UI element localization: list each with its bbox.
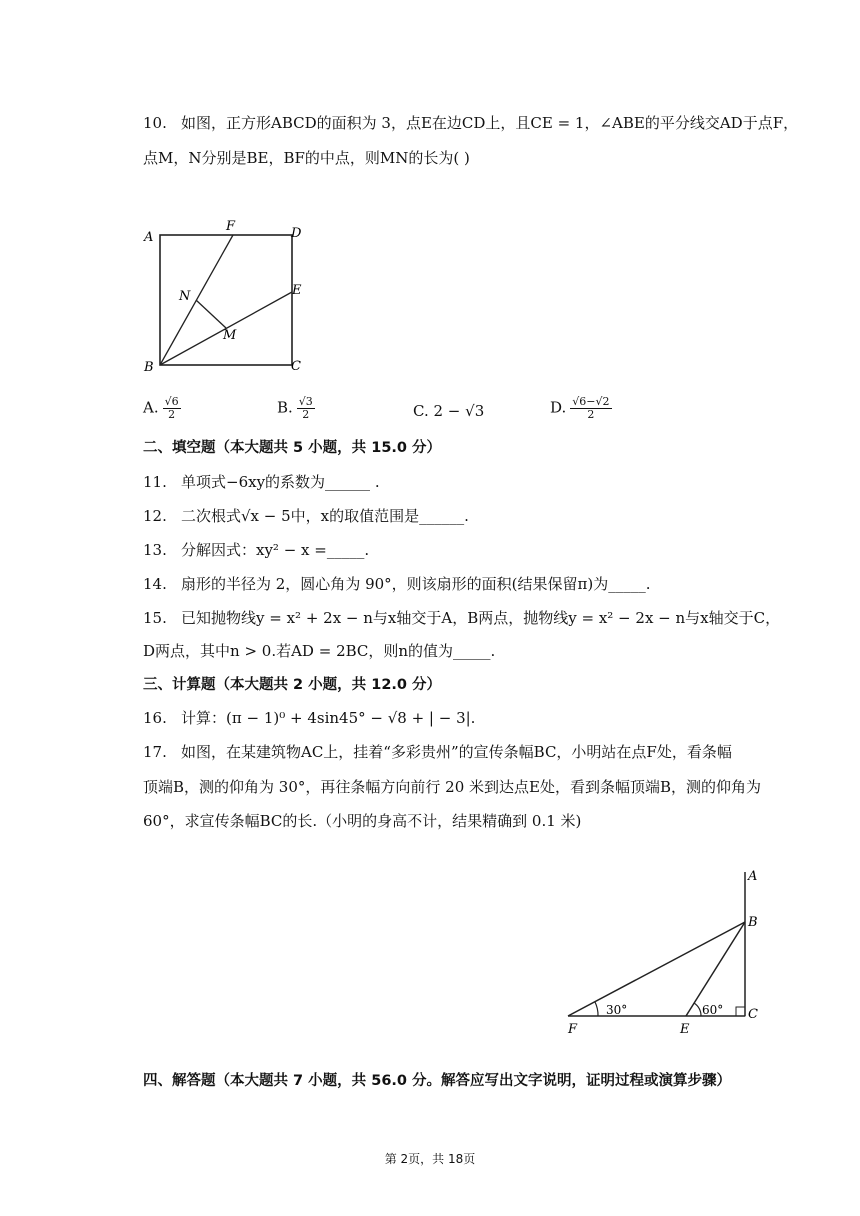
- q10-number: 10.: [143, 114, 167, 132]
- label-n: N: [179, 289, 191, 304]
- option-d-letter: D.: [550, 398, 567, 417]
- option-c-letter: C.: [413, 402, 429, 420]
- q14-number: 14.: [143, 575, 167, 593]
- q15-text-line1: 已知抛物线y = x² + 2x − n与x轴交于A，B两点，抛物线y = x² − 2x − n与x轴交于C，: [181, 609, 781, 627]
- right-angle-mark: [736, 1007, 745, 1016]
- q16-number: 16.: [143, 709, 167, 727]
- angle-30-label: 30°: [606, 1003, 628, 1017]
- option-b-fraction: [297, 396, 315, 421]
- q10-line1: [143, 112, 798, 134]
- option-b-letter: B.: [277, 398, 293, 417]
- label-c: C: [748, 1007, 758, 1022]
- q11-text: 单项式−6xy的系数为______ .: [181, 473, 380, 491]
- q15-line2: D两点，其中n > 0.若AD = 2BC，则n的值为_____.: [143, 642, 496, 660]
- q17-line2: 顶端B，测的仰角为 30°，再往条幅方向前行 20 米到达点E处，看到条幅顶端B，测的仰角为: [143, 778, 761, 796]
- q11: [143, 471, 380, 493]
- q15-line1: [143, 607, 780, 629]
- option-a-fraction: [163, 396, 181, 421]
- option-b-den: 2: [302, 408, 310, 421]
- q13-text: 分解因式：xy² − x =_____.: [181, 541, 370, 559]
- angle-arc-30: [595, 1002, 598, 1016]
- q16-text: 计算：(π − 1)⁰ + 4sin45° − √8 + | − 3|.: [181, 709, 476, 727]
- label-a: A: [144, 230, 154, 245]
- page-footer: 第 2页，共 18页: [384, 1152, 476, 1166]
- section4-heading: 四、解答题（本大题共 7 小题，共 56.0 分。解答应写出文字说明，证明过程或演算步骤）: [143, 1073, 732, 1089]
- q11-number: 11.: [143, 473, 167, 491]
- option-a-den: 2: [168, 408, 176, 421]
- q16: [143, 707, 475, 729]
- option-a-letter: A.: [143, 398, 159, 417]
- q12-text: 二次根式√x − 5中，x的取值范围是______.: [181, 507, 469, 525]
- label-e: E: [680, 1022, 690, 1037]
- option-a-num: √6: [164, 395, 179, 408]
- label-d: D: [291, 226, 302, 241]
- q10-text-line1: 如图，正方形ABCD的面积为 3，点E在边CD上，且CE = 1，∠ABE的平分线交AD于点F，: [181, 114, 799, 132]
- label-f: F: [568, 1022, 578, 1037]
- q10-option-c: [413, 400, 484, 422]
- option-d-den: 2: [587, 408, 595, 421]
- option-d-fraction: [570, 396, 611, 421]
- label-m: M: [223, 328, 237, 343]
- q13: [143, 539, 369, 561]
- option-b-num: √3: [298, 395, 313, 408]
- angle-arc-60: [694, 1003, 701, 1016]
- label-b: B: [144, 360, 154, 375]
- section3-heading: 三、计算题（本大题共 2 小题，共 12.0 分）: [143, 677, 442, 693]
- q10-option-d: [550, 396, 612, 421]
- option-d-num: √6−√2: [572, 395, 610, 408]
- q12-number: 12.: [143, 507, 167, 525]
- option-c-text: 2 − √3: [433, 402, 485, 420]
- q15-number: 15.: [143, 609, 167, 627]
- q13-number: 13.: [143, 541, 167, 559]
- q17-line1: [143, 741, 732, 763]
- line-eb: [686, 922, 745, 1016]
- q10-line2: 点M，N分别是BE，BF的中点，则MN的长为( ): [143, 149, 470, 167]
- q10-option-b: [277, 396, 315, 421]
- q10-option-a: [143, 396, 181, 421]
- q17-number: 17.: [143, 743, 167, 761]
- q17-text-line1: 如图，在某建筑物AC上，挂着“多彩贵州”的宣传条幅BC，小明站在点F处，看条幅: [181, 743, 732, 761]
- label-b: B: [748, 915, 758, 930]
- label-f: F: [226, 219, 236, 234]
- label-c: C: [291, 359, 301, 374]
- section2-heading: 二、填空题（本大题共 5 小题，共 15.0 分）: [143, 440, 442, 456]
- q14: [143, 573, 651, 595]
- line-fb: [568, 922, 745, 1016]
- q12: [143, 505, 469, 527]
- segment-mn: [196, 300, 226, 328]
- label-a: A: [748, 869, 758, 884]
- angle-60-label: 60°: [702, 1003, 724, 1017]
- q10-square-figure: [140, 215, 315, 380]
- q17-triangle-figure: [560, 862, 770, 1037]
- q14-text: 扇形的半径为 2，圆心角为 90°，则该扇形的面积(结果保留π)为_____.: [181, 575, 651, 593]
- q17-line3: 60°，求宣传条幅BC的长.（小明的身高不计，结果精确到 0.1 米): [143, 812, 582, 830]
- label-e: E: [292, 283, 302, 298]
